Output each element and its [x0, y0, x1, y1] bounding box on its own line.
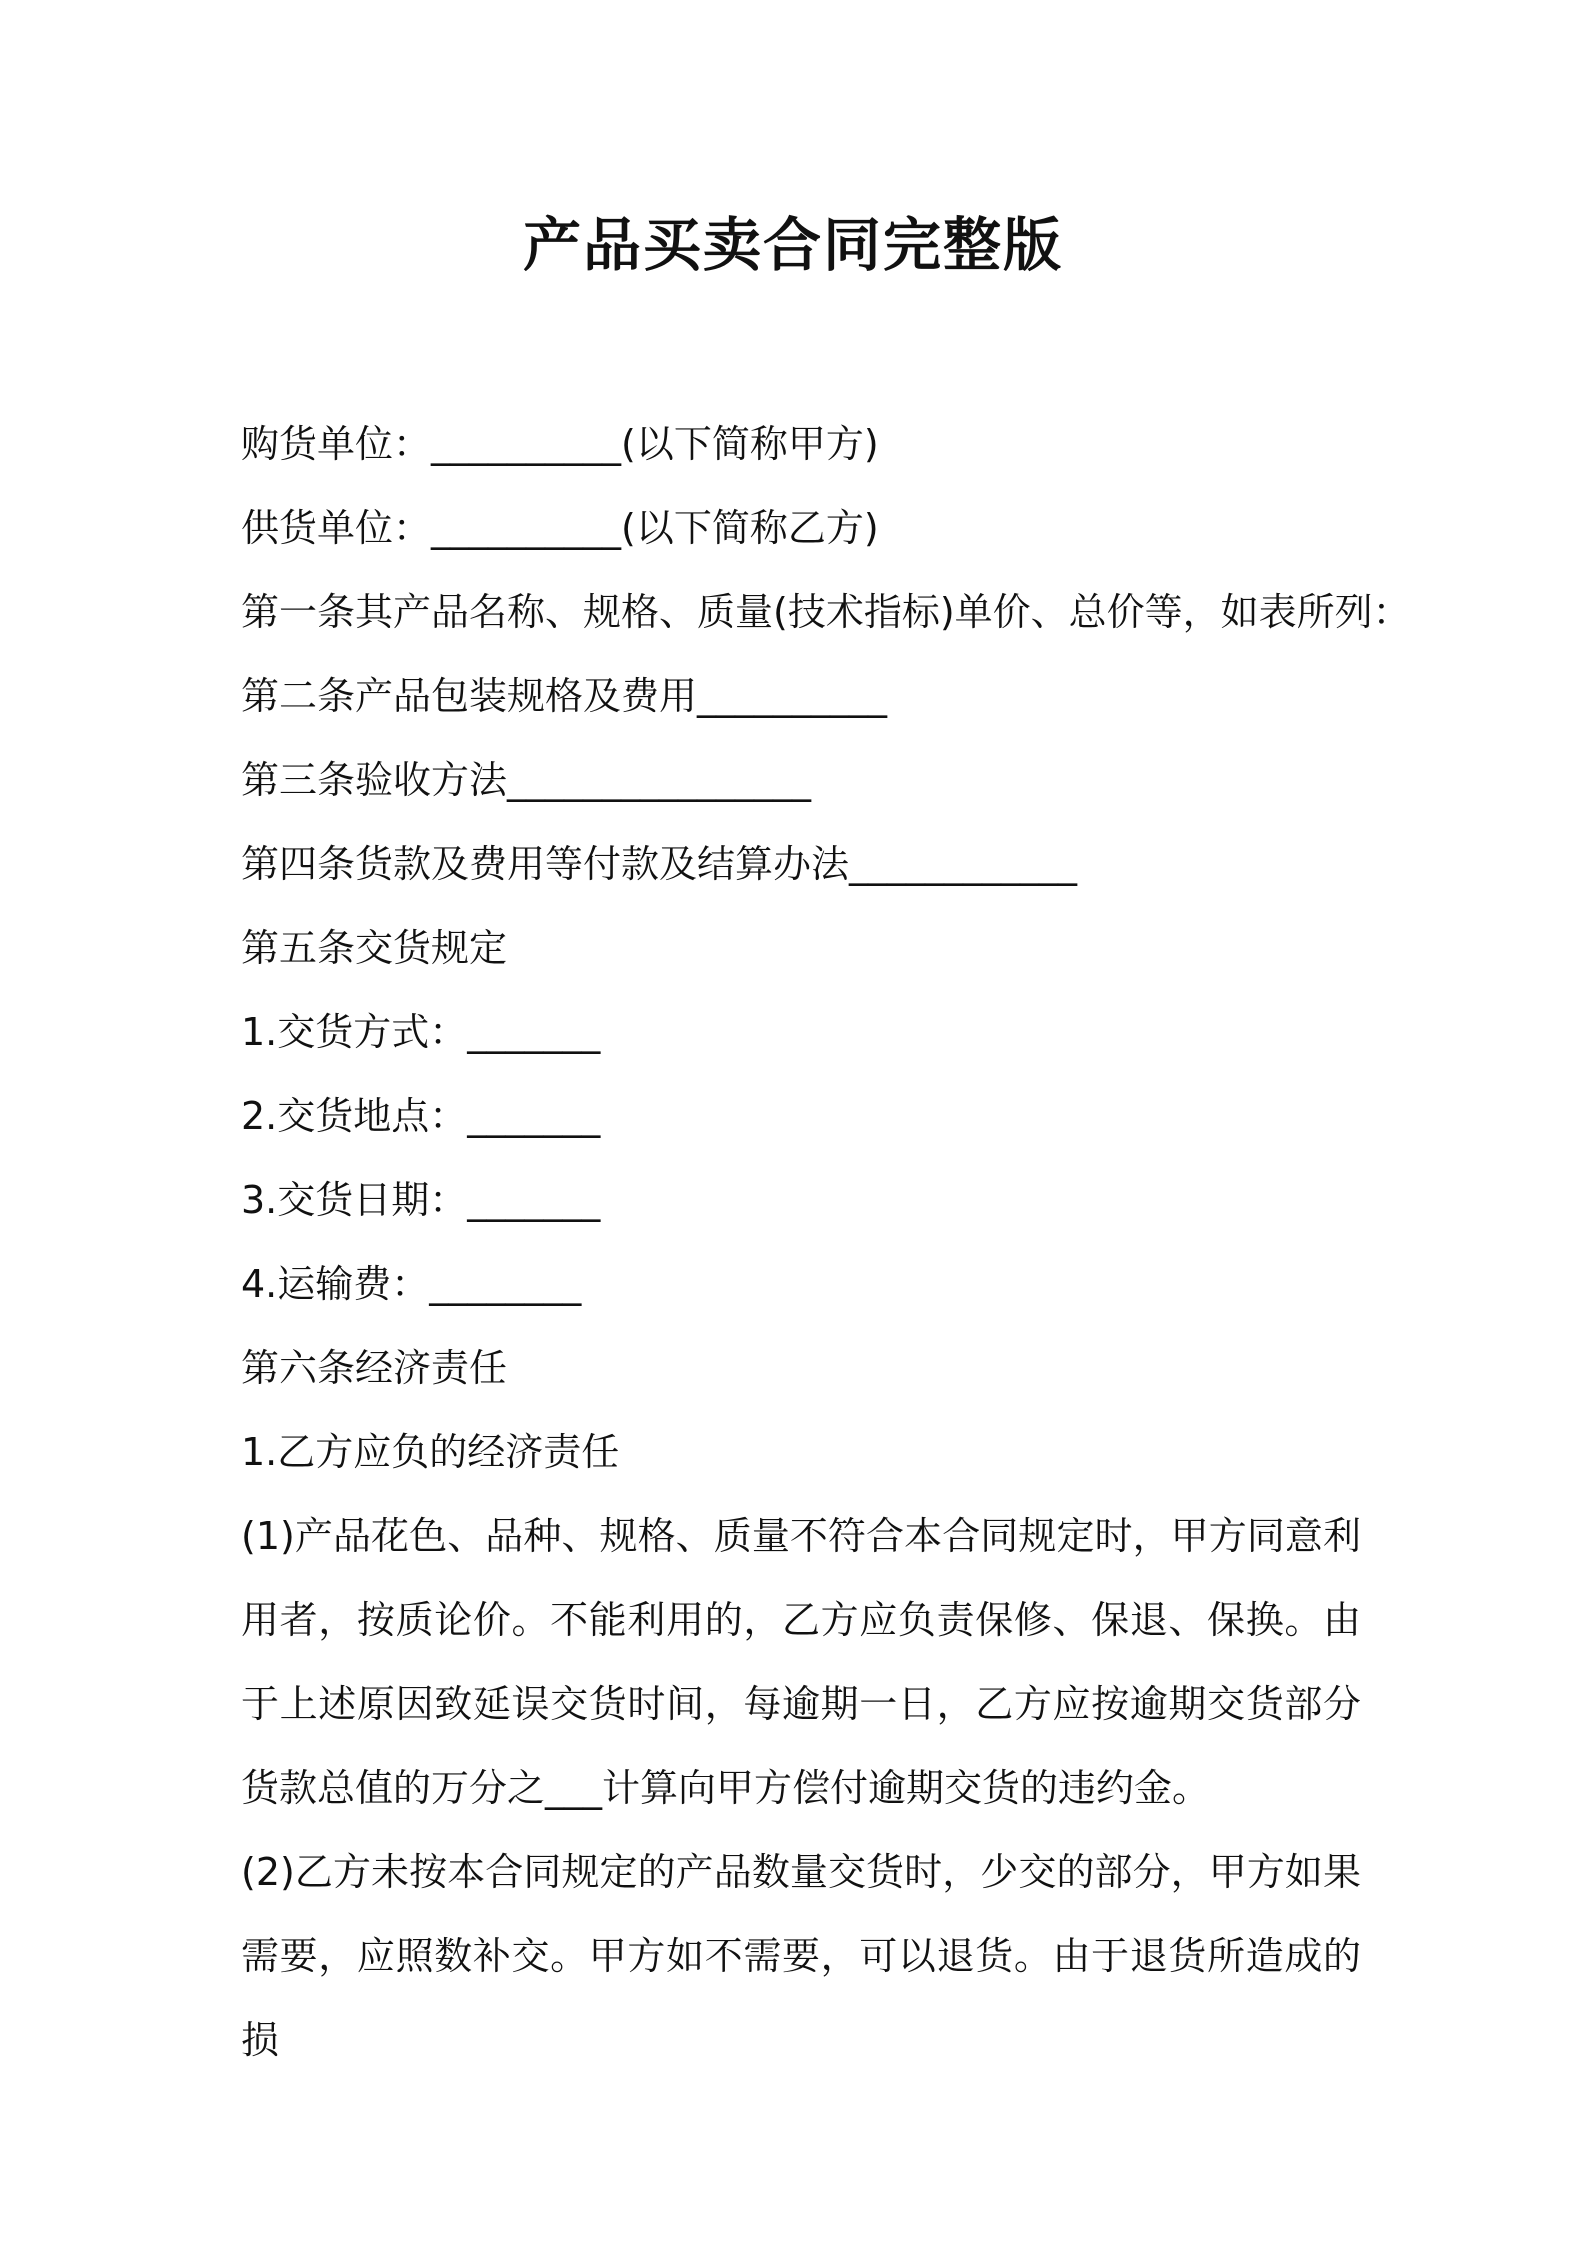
delivery-date: 3.交货日期：_______ [241, 1178, 601, 1222]
article-3: 第三条验收方法________________ [241, 758, 812, 802]
article-2: 第二条产品包装规格及费用__________ [241, 674, 888, 718]
delivery-location: 2.交货地点：_______ [241, 1094, 601, 1138]
clause-2: (2)乙方未按本合同规定的产品数量交货时，少交的部分，甲方如果需要，应照数补交。甲方如不需要，可以退货。由于退货所造成的损 [241, 1850, 1361, 2062]
article-4: 第四条货款及费用等付款及结算办法____________ [241, 842, 1078, 886]
supplier-line: 供货单位：__________(以下简称乙方) [241, 506, 879, 550]
document-body [241, 402, 1411, 2082]
buyer-line: 购货单位：__________(以下简称甲方) [241, 422, 879, 466]
clause-1: (1)产品花色、品种、规格、质量不符合本合同规定时，甲方同意利用者，按质论价。不能利用的，乙方应负责保修、保退、保换。由于上述原因致延误交货时间，每逾期一日，乙方应按逾期交货部分货款总值的万分之___计算向甲方偿付逾期交货的违约金。 [241, 1514, 1361, 1810]
delivery-method: 1.交货方式：_______ [241, 1010, 601, 1054]
seller-liability-heading: 1.乙方应负的经济责任 [241, 1430, 620, 1474]
article-5-heading: 第五条交货规定 [241, 926, 508, 970]
article-1: 第一条其产品名称、规格、质量(技术指标)单价、总价等，如表所列： [241, 590, 1411, 634]
transport-fee: 4.运输费：________ [241, 1262, 582, 1306]
article-6-heading: 第六条经济责任 [241, 1346, 508, 1390]
document-title: 产品买卖合同完整版 [522, 211, 1063, 279]
